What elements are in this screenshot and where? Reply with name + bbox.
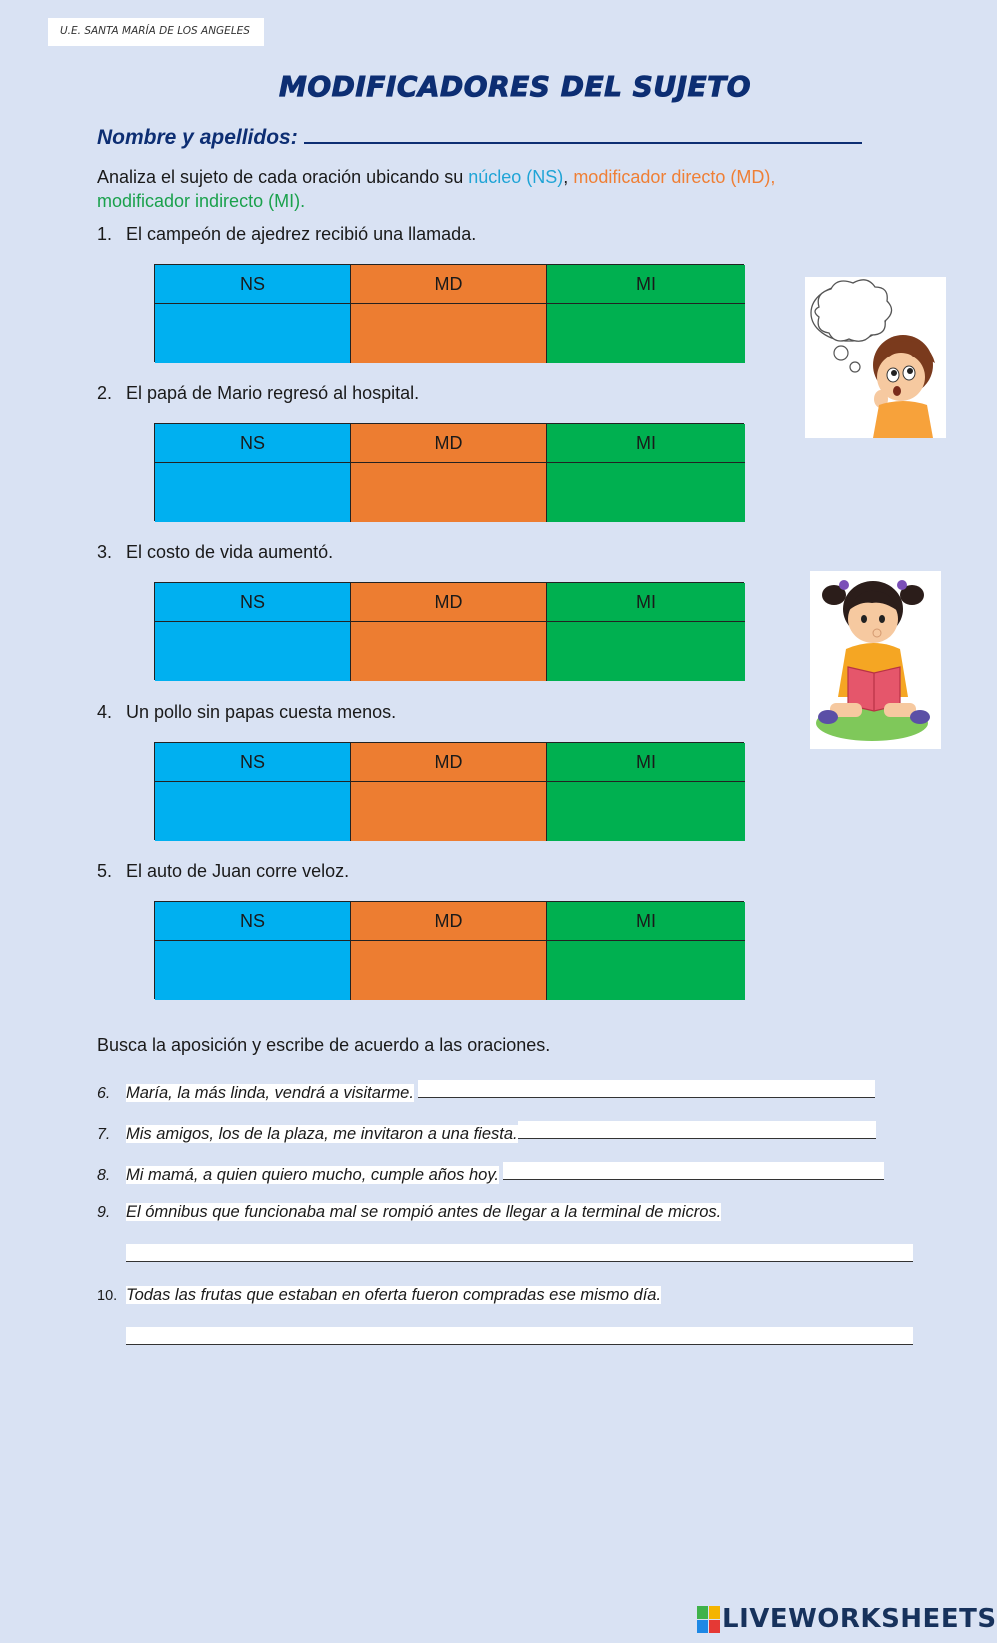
answer-mi-input[interactable]	[547, 782, 745, 841]
sentence-number: 1.	[97, 224, 113, 244]
sentence-text: El campeón de ajedrez recibió una llamada.	[126, 224, 477, 244]
instructions-md: modificador directo (MD),	[573, 167, 776, 187]
header-ns: NS	[155, 424, 351, 463]
analysis-table-2	[154, 423, 744, 521]
apposition-item-9	[97, 1203, 721, 1222]
analysis-table-4	[154, 742, 744, 840]
answer-ns-input[interactable]	[155, 941, 351, 1000]
answer-md-input[interactable]	[351, 782, 547, 841]
apposition-heading: Busca la aposición y escribe de acuerdo a las oraciones.	[97, 1035, 551, 1055]
worksheet-title: MODIFICADORES DEL SUJETO	[278, 70, 752, 103]
header-md: MD	[351, 583, 547, 622]
header-mi: MI	[547, 743, 745, 782]
answer-line-6[interactable]	[418, 1080, 875, 1098]
answer-line-10[interactable]	[126, 1327, 913, 1345]
item-text: Mis amigos, los de la plaza, me invitaron a una fiesta.	[126, 1125, 518, 1143]
header-mi: MI	[547, 424, 745, 463]
name-input-line[interactable]	[304, 124, 862, 144]
instructions-text	[97, 165, 867, 213]
item-text: Todas las frutas que estaban en oferta fueron compradas ese mismo día.	[126, 1286, 662, 1304]
sentence-number: 2.	[97, 383, 113, 403]
header-ns: NS	[155, 265, 351, 304]
answer-mi-input[interactable]	[547, 941, 745, 1000]
sentence-1	[97, 224, 476, 245]
answer-mi-input[interactable]	[547, 622, 745, 681]
answer-line-8[interactable]	[503, 1162, 884, 1180]
answer-ns-input[interactable]	[155, 782, 351, 841]
item-number: 9.	[97, 1204, 111, 1221]
sentence-text: El costo de vida aumentó.	[126, 542, 334, 562]
girl-reading-icon	[810, 571, 941, 749]
answer-ns-input[interactable]	[155, 463, 351, 522]
item-text: Mi mamá, a quien quiero mucho, cumple años hoy.	[126, 1166, 499, 1184]
instructions-ns: núcleo (NS)	[468, 167, 564, 187]
instructions-mi: modificador indirecto (MI).	[97, 191, 306, 211]
apposition-item-7	[97, 1121, 876, 1144]
answer-mi-input[interactable]	[547, 463, 745, 522]
sentence-text: Un pollo sin papas cuesta menos.	[126, 702, 397, 722]
answer-md-input[interactable]	[351, 304, 547, 363]
header-md: MD	[351, 902, 547, 941]
header-mi: MI	[547, 583, 745, 622]
answer-ns-input[interactable]	[155, 622, 351, 681]
analysis-table-3	[154, 582, 744, 680]
answer-line-9[interactable]	[126, 1244, 913, 1262]
header-md: MD	[351, 743, 547, 782]
item-number: 7.	[97, 1126, 111, 1143]
sentence-2	[97, 383, 419, 404]
item-text: El ómnibus que funcionaba mal se rompió antes de llegar a la terminal de micros.	[126, 1203, 722, 1221]
answer-line-7[interactable]	[518, 1121, 876, 1139]
answer-md-input[interactable]	[351, 941, 547, 1000]
sentence-number: 3.	[97, 542, 113, 562]
header-ns: NS	[155, 583, 351, 622]
analysis-table-5	[154, 901, 744, 999]
answer-mi-input[interactable]	[547, 304, 745, 363]
analysis-table-1	[154, 264, 744, 362]
sentence-3	[97, 542, 333, 563]
instructions-separator: ,	[563, 167, 574, 187]
header-mi: MI	[547, 902, 745, 941]
liveworksheets-logo-icon	[697, 1606, 719, 1632]
girl-reading-illustration	[810, 571, 941, 749]
answer-ns-input[interactable]	[155, 304, 351, 363]
item-text: María, la más linda, vendrá a visitarme.	[126, 1084, 414, 1102]
header-md: MD	[351, 265, 547, 304]
sentence-number: 4.	[97, 702, 113, 722]
item-number: 8.	[97, 1167, 111, 1184]
apposition-item-6	[97, 1080, 875, 1103]
answer-md-input[interactable]	[351, 463, 547, 522]
watermark-text: LIVEWORKSHEETS	[722, 1604, 997, 1634]
header-ns: NS	[155, 902, 351, 941]
sentence-5	[97, 861, 349, 882]
school-name-tag: U.E. SANTA MARÍA DE LOS ANGELES	[48, 18, 264, 46]
item-number: 10.	[97, 1288, 118, 1304]
answer-md-input[interactable]	[351, 622, 547, 681]
sentence-4	[97, 702, 396, 723]
name-field-row	[97, 124, 862, 150]
thinking-boy-illustration	[805, 277, 946, 438]
apposition-item-8	[97, 1162, 884, 1185]
sentence-text: El papá de Mario regresó al hospital.	[126, 383, 420, 403]
name-field-label: Nombre y apellidos:	[97, 126, 298, 149]
sentence-text: El auto de Juan corre veloz.	[126, 861, 350, 881]
instructions-lead: Analiza el sujeto de cada oración ubicando su	[97, 167, 469, 187]
item-number: 6.	[97, 1085, 111, 1102]
header-ns: NS	[155, 743, 351, 782]
thinking-boy-icon	[805, 277, 946, 438]
header-mi: MI	[547, 265, 745, 304]
header-md: MD	[351, 424, 547, 463]
apposition-item-10	[97, 1286, 661, 1305]
sentence-number: 5.	[97, 861, 113, 881]
liveworksheets-watermark	[697, 1604, 997, 1634]
